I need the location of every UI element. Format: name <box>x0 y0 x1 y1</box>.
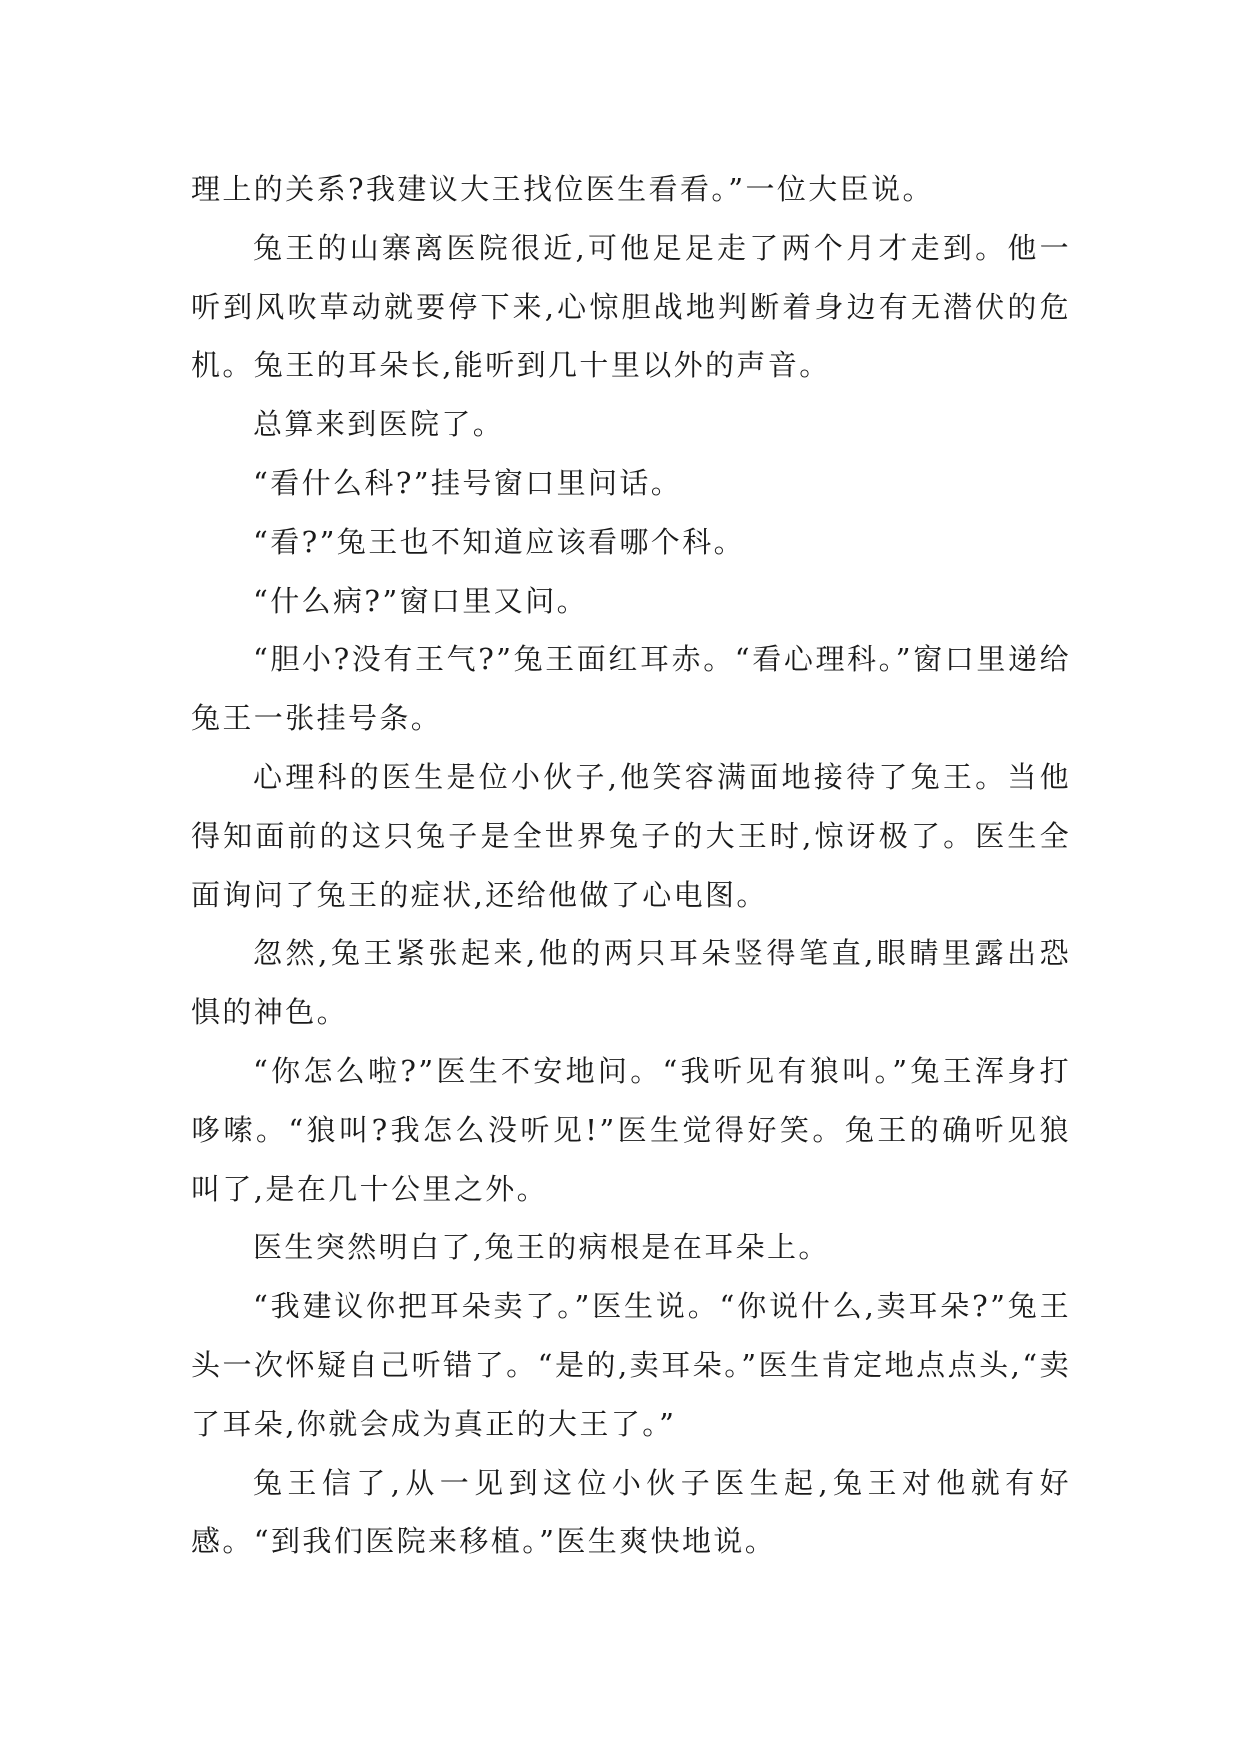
paragraph-4: “看什么科?”挂号窗口里问话。 <box>253 465 683 500</box>
paragraph-9: 忽然,兔王紧张起来,他的两只耳朵竖得笔直,眼睛里露出恐惧的神色。 <box>191 936 1071 1030</box>
story-text <box>191 160 1071 1571</box>
paragraph-2: 兔王的山寨离医院很近,可他足足走了两个月才走到。他一听到风吹草动就要停下来,心惊胆战地判断着身边有无潜伏的危机。兔王的耳朵长,能听到几十里以外的声音。 <box>191 230 1071 383</box>
paragraph-7: “胆小?没有王气?”兔王面红耳赤。“看心理科。”窗口里递给兔王一张挂号条。 <box>191 642 1071 736</box>
paragraph-10: “你怎么啦?”医生不安地问。“我听见有狼叫。”兔王浑身打哆嗦。“狼叫?我怎么没听见!”医生觉得好笑。兔王的确听见狼叫了,是在几十公里之外。 <box>191 1053 1071 1206</box>
paragraph-1: 理上的关系?我建议大王找位医生看看。”一位大臣说。 <box>191 172 934 206</box>
paragraph-13: 兔王信了,从一见到这位小伙子医生起,兔王对他就有好感。“到我们医院来移植。”医生爽快地说。 <box>191 1465 1071 1559</box>
paragraph-8: 心理科的医生是位小伙子,他笑容满面地接待了兔王。当他得知面前的这只兔子是全世界兔子的大王时,惊讶极了。医生全面询问了兔王的症状,还给他做了心电图。 <box>191 759 1071 912</box>
paragraph-6: “什么病?”窗口里又问。 <box>253 583 588 618</box>
paragraph-3: 总算来到医院了。 <box>253 407 505 442</box>
paragraph-5: “看?”兔王也不知道应该看哪个科。 <box>253 524 745 559</box>
paragraph-11: 医生突然明白了,兔王的病根是在耳朵上。 <box>253 1230 830 1265</box>
paragraph-12: “我建议你把耳朵卖了。”医生说。“你说什么,卖耳朵?”兔王头一次怀疑自己听错了。“是的,卖耳朵。”医生肯定地点点头,“卖了耳朵,你就会成为真正的大王了。” <box>191 1289 1071 1441</box>
